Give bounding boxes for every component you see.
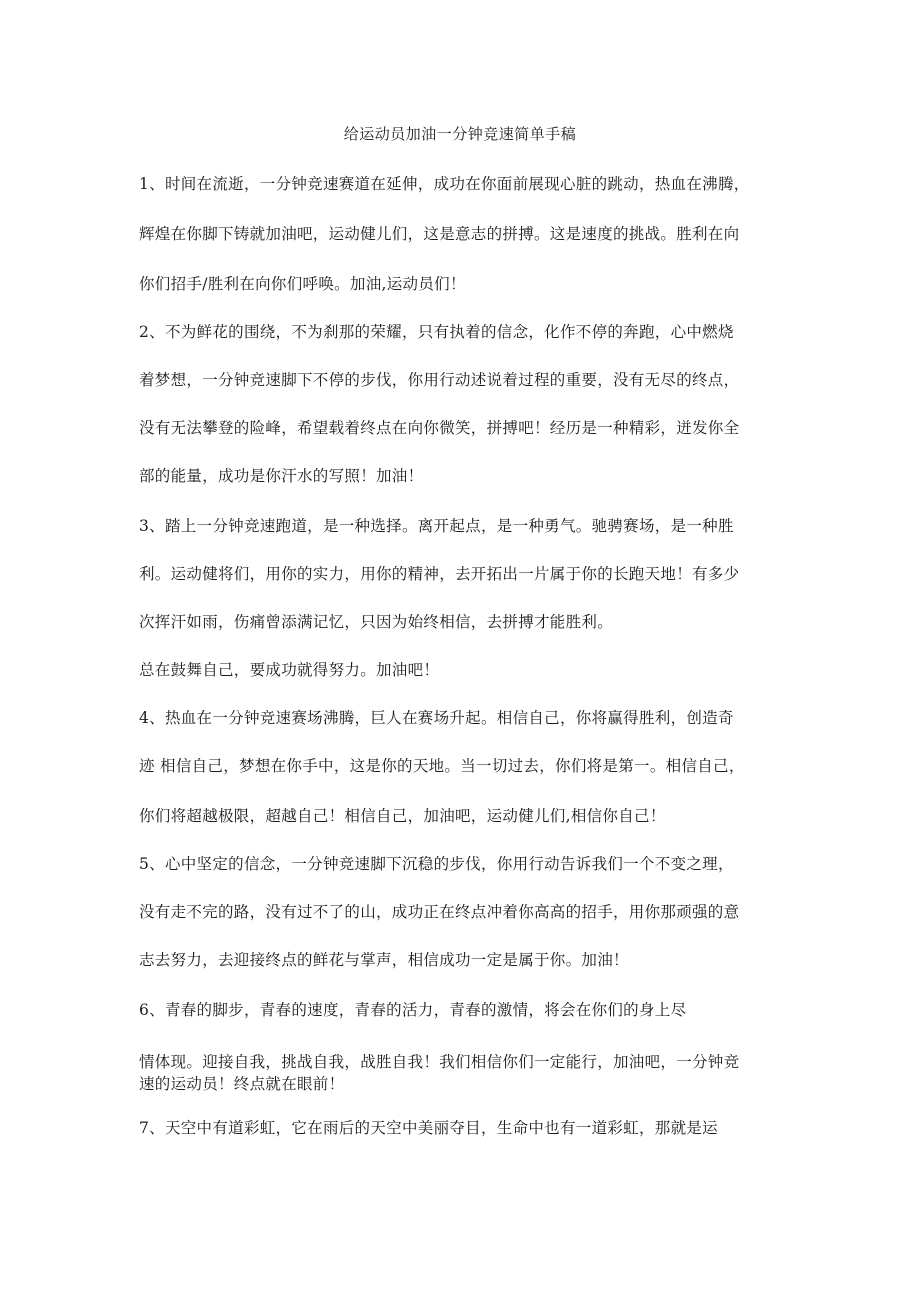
text-line: 1、时间在流逝，一分钟竞速赛道在延伸，成功在你面前展现心脏的跳动，热血在沸腾， (139, 175, 750, 193)
text-line: 4、热血在一分钟竞速赛场沸腾，巨人在赛场升起。相信自己，你将赢得胜利，创造奇 (139, 709, 734, 727)
text-line: 3、踏上一分钟竞速跑道，是一种选择。离开起点，是一种勇气。驰骋赛场，是一种胜 (139, 517, 734, 535)
text-line: 迹 相信自己，梦想在你手中，这是你的天地。当一切过去，你们将是第一。相信自己， (139, 757, 745, 775)
text-line: 速的运动员！终点就在眼前！ (139, 1075, 345, 1093)
text-line: 次挥汗如雨，伤痛曾添满记忆，只因为始终相信，去拼搏才能胜利。 (139, 613, 614, 631)
text-line: 总在鼓舞自己，要成功就得努力。加油吧！ (139, 661, 440, 679)
text-line: 没有无法攀登的险峰，希望载着终点在向你微笑，拼搏吧！经历是一种精彩，迸发你全 (139, 419, 740, 437)
text-line: 2、不为鲜花的围绕，不为刹那的荣耀，只有执着的信念，化作不停的奔跑，心中燃烧 (139, 323, 734, 341)
text-line: 着梦想，一分钟竞速脚下不停的步伐，你用行动述说着过程的重要，没有无尽的终点， (139, 371, 740, 389)
text-line: 7、天空中有道彩虹，它在雨后的天空中美丽夺目，生命中也有一道彩虹，那就是运 (139, 1119, 718, 1137)
text-line: 5、心中坚定的信念，一分钟竞速脚下沉稳的步伐，你用行动告诉我们一个不变之理， (139, 855, 734, 873)
text-line: 你们将超越极限，超越自己！相信自己，加油吧，运动健儿们,相信你自己！ (139, 807, 666, 825)
text-line: 辉煌在你脚下铸就加油吧，运动健儿们，这是意志的拼搏。这是速度的挑战。胜利在向 (139, 225, 740, 243)
text-line: 利。运动健将们，用你的实力，用你的精神，去开拓出一片属于你的长跑天地！有多少 (139, 565, 740, 583)
text-line: 你们招手/胜利在向你们呼唤。加油,运动员们！ (139, 275, 466, 293)
text-line: 志去努力，去迎接终点的鲜花与掌声，相信成功一定是属于你。加油！ (139, 951, 629, 969)
text-line: 情体现。迎接自我，挑战自我，战胜自我！我们相信你们一定能行，加油吧，一分钟竞 (139, 1053, 740, 1071)
text-line: 6、青春的脚步，青春的速度，青春的活力，青春的激情，将会在你们的身上尽 (139, 1001, 687, 1019)
document-title: 给运动员加油一分钟竞速简单手稿 (343, 125, 577, 143)
text-line: 没有走不完的路，没有过不了的山，成功正在终点冲着你高高的招手，用你那顽强的意 (139, 903, 740, 921)
text-line: 部的能量，成功是你汗水的写照！加油！ (139, 467, 424, 485)
